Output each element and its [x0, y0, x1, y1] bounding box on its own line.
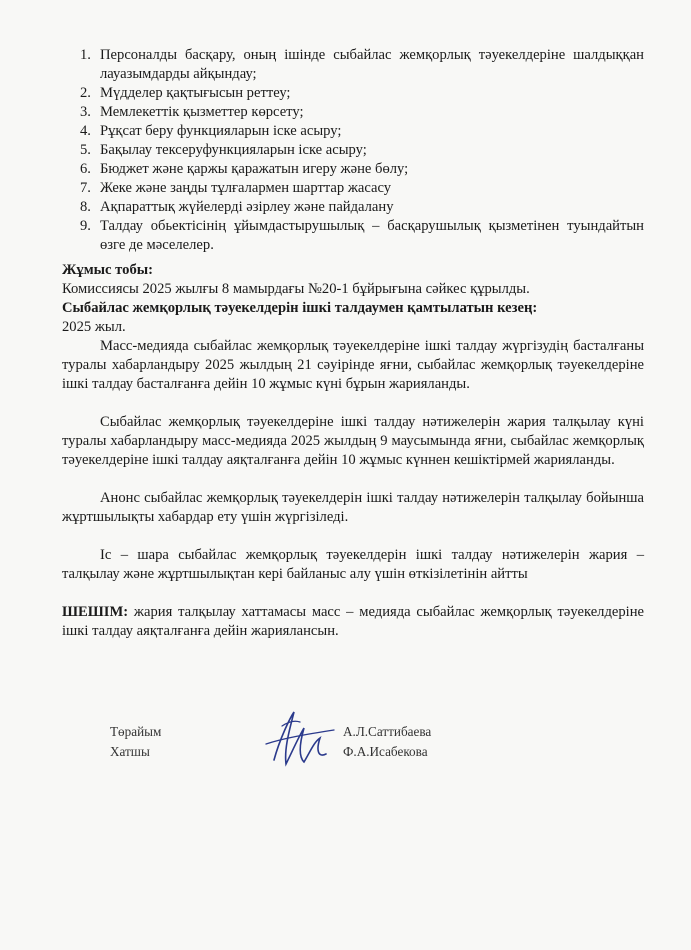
signature-roles [110, 722, 161, 762]
decision-paragraph [62, 603, 644, 641]
decision-text: жария талқылау хаттамасы масс – медияда сыбайлас жемқорлық тәуекелдеріне ішкі талдау аяқталғанға дейін жариялансын. [62, 604, 644, 639]
period-text: 2025 жыл. [62, 319, 126, 335]
paragraph-public-discussion: Сыбайлас жемқорлық тәуекелдеріне ішкі талдау нәтижелерін жария талқылау күні туралы хабарландыру масс-медияда 2025 жылдың 9 маусымында яғни, сыбайлас жемқорлық тәуекелдеріне ішкі талдау аяқталғанға дейін 10 жұмыс күннен кешіктірмей жарияланды. [62, 414, 644, 468]
list-item: 4. Рұқсат беру функцияларын іске асыру; [80, 123, 342, 139]
list-item: 8. Ақпараттық жүйелерді әзірлеу және пайдалану [80, 199, 394, 215]
secretary-role: Хатшы [110, 744, 150, 759]
list-item: 2. Мүдделер қақтығысын реттеу; [80, 85, 291, 101]
paragraph-event: Іс – шара сыбайлас жемқорлық тәуекелдерін ішкі талдау нәтижелерін жария – талқылау және жұртшылықтан кері байланыс алу үшін өткізілетінін айтты [62, 547, 644, 582]
paragraph-notice: Анонс сыбайлас жемқорлық тәуекелдерін ішкі талдау нәтижелерін талқылау бойынша жұртшылықты хабардар ету үшін жүргізіледі. [62, 490, 644, 525]
working-group-text: Комиссиясы 2025 жылғы 8 мамырдағы №20-1 бұйрығына сәйкес құрылды. [62, 281, 530, 297]
secretary-name: Ф.А.Исабекова [343, 744, 428, 759]
signature-names [343, 722, 431, 762]
paragraph-announcement: Масс-медияда сыбайлас жемқорлық тәуекелдеріне ішкі талдау жүргізудің басталғаны туралы хабарландыру 2025 жылдың 21 сәуірінде яғни, сыбайлас жемқорлық тәуекелдеріне ішкі талдау басталғанға дейін 10 жұмыс күні бұрын жарияланды. [62, 338, 644, 392]
list-item: 5. Бақылау тексеруфункцияларын іске асыру; [80, 142, 367, 158]
list-item: 6. Бюджет және қаржы қаражатын игеру және бөлу; [80, 161, 409, 177]
list-item: 7. Жеке және заңды тұлғалармен шарттар жасасу [80, 180, 392, 196]
list-item: 9. Талдау обьектісінің ұйымдастырушылық – басқарушылық қызметінен туындайтын өзге де мәселелер. [80, 218, 644, 253]
period-heading: Сыбайлас жемқорлық тәуекелдерін ішкі талдаумен қамтылатын кезең: [62, 300, 538, 316]
handwritten-signature-icon [260, 708, 340, 772]
chair-name: А.Л.Саттибаева [343, 724, 432, 739]
analysis-topics-list [62, 46, 644, 255]
signature-block [110, 722, 590, 782]
decision-label: ШЕШІМ: [62, 604, 129, 620]
chair-role: Төрайым [110, 724, 162, 739]
list-item: 1. Персоналды басқару, оның ішінде сыбайлас жемқорлық тәуекелдеріне шалдыққан лауазымдарды айқындау; [80, 47, 644, 82]
list-item: 3. Мемлекеттік қызметтер көрсету; [80, 104, 304, 120]
document-body [62, 46, 644, 641]
working-group-heading: Жұмыс тобы: [62, 262, 154, 278]
